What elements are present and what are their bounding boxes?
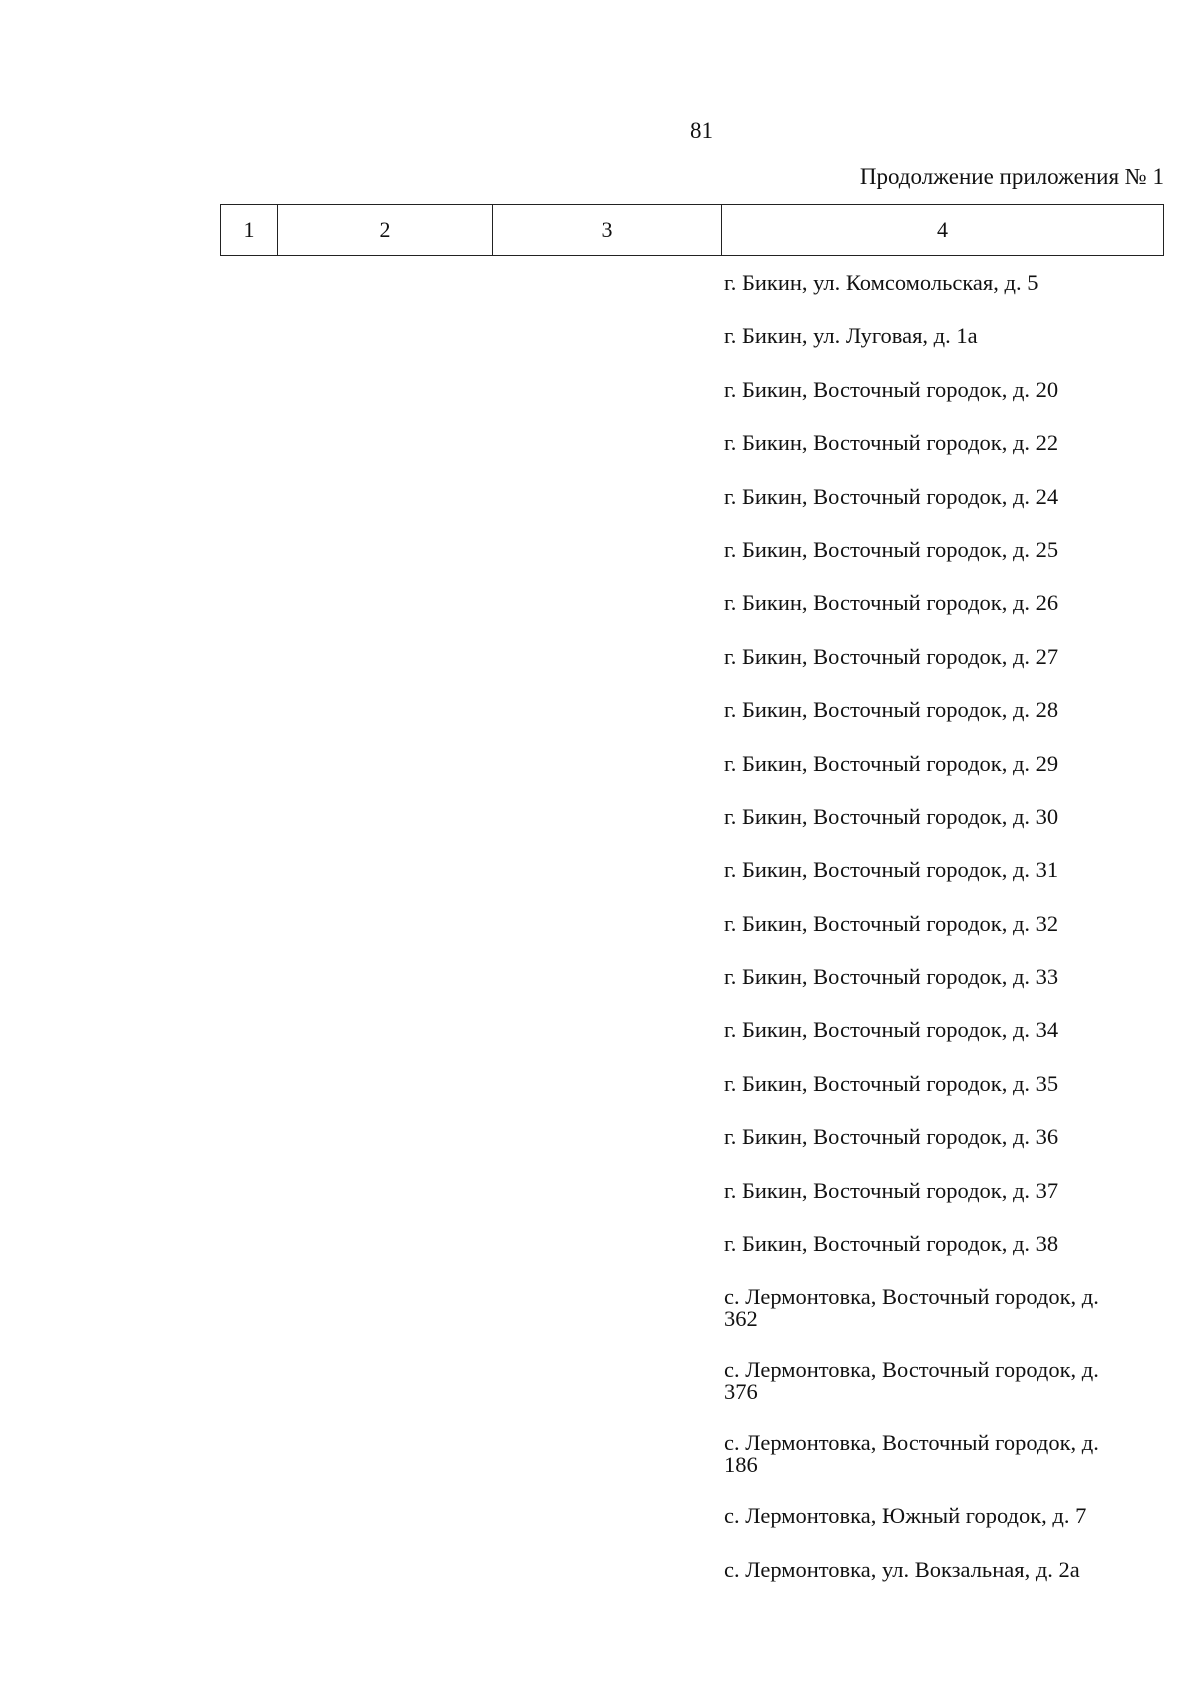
page-number: 81 — [690, 118, 713, 143]
address-item: г. Бикин, Восточный городок, д. 26 — [724, 590, 1059, 616]
continuation-label: Продолжение приложения № 1 — [859, 164, 1164, 189]
address-item: г. Бикин, Восточный городок, д. 33 — [724, 964, 1059, 990]
address-item: г. Бикин, Восточный городок, д. 22 — [724, 430, 1059, 456]
address-item: г. Бикин, Восточный городок, д. 24 — [724, 483, 1059, 509]
column-header-table — [220, 204, 1164, 256]
address-item: г. Бикин, Восточный городок, д. 27 — [724, 643, 1059, 669]
address-item: г. Бикин, Восточный городок, д. 29 — [724, 750, 1059, 776]
address-item: г. Бикин, Восточный городок, д. 25 — [724, 536, 1059, 562]
address-item: г. Бикин, Восточный городок, д. 34 — [724, 1017, 1059, 1043]
address-item: г. Бикин, Восточный городок, д. 20 — [724, 376, 1059, 402]
address-item: г. Бикин, Восточный городок, д. 36 — [724, 1124, 1059, 1150]
address-item: г. Бикин, Восточный городок, д. 30 — [724, 803, 1059, 829]
address-list — [724, 272, 1164, 1612]
address-item: г. Бикин, Восточный городок, д. 38 — [724, 1231, 1059, 1257]
address-item: г. Бикин, Восточный городок, д. 28 — [724, 697, 1059, 723]
column-header-2: 2 — [278, 205, 493, 256]
address-item: с. Лермонтовка, Восточный городок, д. 376 — [724, 1357, 1099, 1405]
column-header-3: 3 — [493, 205, 722, 256]
column-header-row — [221, 205, 1164, 256]
address-item: г. Бикин, Восточный городок, д. 35 — [724, 1070, 1059, 1096]
column-header-4: 4 — [722, 205, 1164, 256]
address-item: с. Лермонтовка, Южный городок, д. 7 — [724, 1503, 1087, 1529]
address-item: г. Бикин, Восточный городок, д. 31 — [724, 857, 1059, 883]
address-item: г. Бикин, Восточный городок, д. 32 — [724, 910, 1059, 936]
address-item: с. Лермонтовка, ул. Вокзальная, д. 2а — [724, 1556, 1080, 1582]
address-item: г. Бикин, Восточный городок, д. 37 — [724, 1177, 1059, 1203]
address-item: г. Бикин, ул. Луговая, д. 1а — [724, 323, 978, 349]
address-item: с. Лермонтовка, Восточный городок, д. 362 — [724, 1284, 1099, 1332]
column-header-1: 1 — [221, 205, 278, 256]
address-item: г. Бикин, ул. Комсомольская, д. 5 — [724, 270, 1039, 295]
address-item: с. Лермонтовка, Восточный городок, д. 186 — [724, 1430, 1099, 1478]
